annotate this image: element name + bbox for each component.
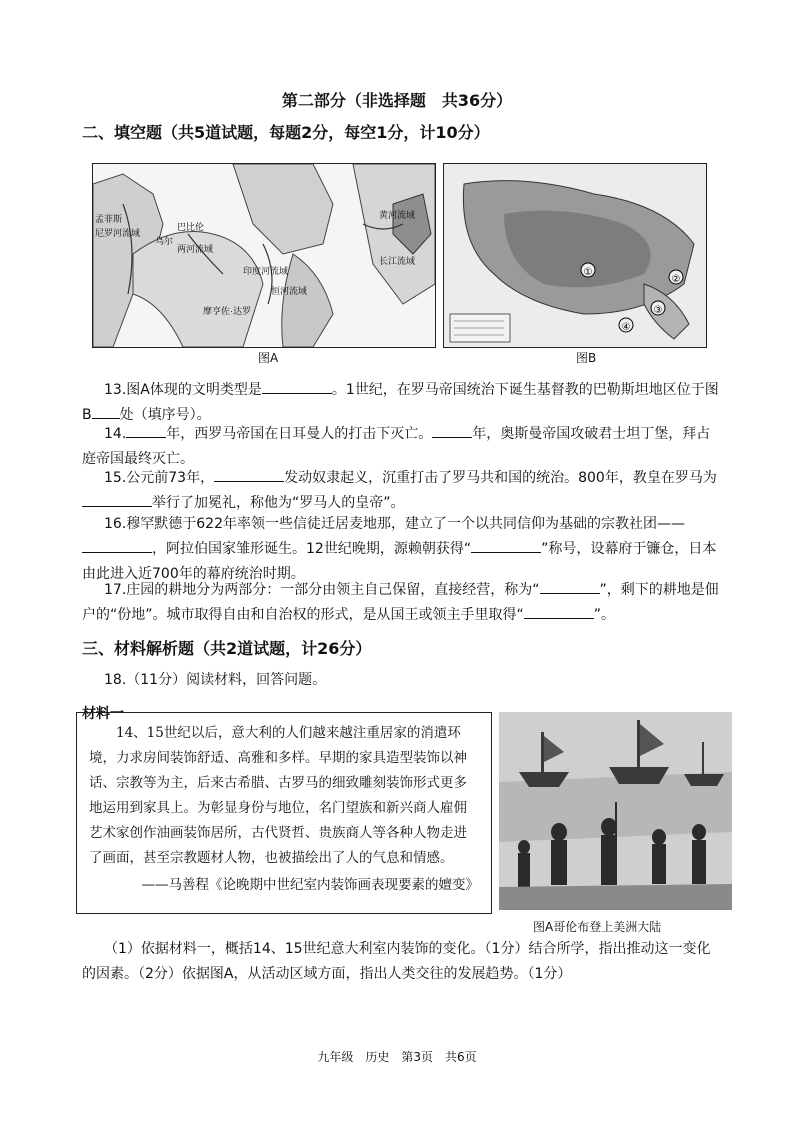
q15-text-1: 15.公元前73年， <box>104 470 215 486</box>
q14-blank-1[interactable] <box>126 437 166 438</box>
section-3-title: 三、材料解析题（共2道试题，计26分） <box>82 639 372 658</box>
map-a-label: 长江流域 <box>379 256 416 266</box>
map-b-marker: ③ <box>653 305 663 316</box>
map-b-caption: 图B <box>576 351 597 365</box>
q17-blank-2[interactable] <box>524 618 594 619</box>
map-a-label: 摩亨佐·达罗 <box>203 306 251 316</box>
question-16 <box>82 512 722 587</box>
q16-text-1: 16.穆罕默德于622年率领一些信徒迁居麦地那，建立了一个以共同信仰为基础的宗教社团—— <box>104 516 685 532</box>
q13-text-2: 。1世纪，在罗马帝国统治下诞生基督教的巴勒斯坦地区位于图B <box>82 382 719 423</box>
map-a-drawing <box>93 164 435 347</box>
q15-blank-1[interactable] <box>214 481 284 482</box>
material-1-source: ——马善程《论晚期中世纪室内装饰画表现要素的嬗变》 <box>141 877 479 893</box>
material-1-text: 14、15世纪以后，意大利的人们越来越注重居家的消遣环境，力求房间装饰舒适、高雅和多样。早期的家具造型装饰以神话、宗教等为主，后来古希腊、古罗马的细致雕刻装饰形式更多地运用到家具上。为彰显身份与地位，名门望族和新兴商人雇佣艺术家创作油画装饰居所，古代贤哲、贵族商人等各种人物走进了画面，甚至宗教题材人物，也被描绘出了人的气息和情感。 <box>89 725 467 866</box>
q17-text-2: ”，剩下的耕地是佃户的“份地”。城市取得自由和自治权的形式，是从国王或领主手里取得“ <box>82 582 719 623</box>
question-18-intro: 18.（11分）阅读材料，回答问题。 <box>104 672 327 688</box>
columbus-engraving <box>499 712 732 910</box>
q14-blank-2[interactable] <box>432 437 472 438</box>
map-a-caption: 图A <box>258 351 279 365</box>
map-b-marker: ④ <box>621 322 631 333</box>
map-b <box>443 163 707 348</box>
q17-blank-1[interactable] <box>540 593 600 594</box>
picture-a-caption: 图A哥伦布登上美洲大陆 <box>533 920 662 934</box>
question-15 <box>82 466 722 516</box>
map-a-label: 孟菲斯 <box>95 214 123 224</box>
map-a-label: 巴比伦 <box>177 222 205 232</box>
material-1-box <box>76 712 492 914</box>
question-17 <box>82 578 722 628</box>
q13-text-1: 13.图A体现的文明类型是 <box>104 382 262 398</box>
q13-text-3: 处（填序号）。 <box>119 407 211 423</box>
material-1-label: 材料一 <box>82 706 124 722</box>
map-a <box>92 163 436 348</box>
page-footer: 九年级 历史 第3页 共6页 <box>317 1050 477 1064</box>
map-a-label: 恒河流域 <box>271 286 308 296</box>
q14-text-1: 14. <box>104 426 127 442</box>
map-a-label: 尼罗河流域 <box>95 228 141 238</box>
map-a-label: 乌尔 <box>155 236 174 246</box>
q15-text-3: 举行了加冕礼，称他为“罗马人的皇帝”。 <box>152 495 405 511</box>
q13-blank-2[interactable] <box>92 418 120 419</box>
q16-blank-2[interactable] <box>471 552 541 553</box>
q17-text-1: 17.庄园的耕地分为两部分：一部分由领主自己保留，直接经营，称为“ <box>104 582 540 598</box>
q14-text-3: 年，奥斯曼帝国攻破君士坦丁堡，拜占庭帝国最终灭亡。 <box>82 426 711 467</box>
q16-blank-1[interactable] <box>82 552 152 553</box>
map-b-marker: ① <box>583 267 593 278</box>
part-title: 第二部分（非选择题 共36分） <box>281 91 513 110</box>
map-b-marker: ② <box>671 274 681 285</box>
q14-text-2: 年，西罗马帝国在日耳曼人的打击下灭亡。 <box>166 426 433 442</box>
map-a-label: 印度河流域 <box>243 266 289 276</box>
question-14 <box>82 422 722 472</box>
q16-text-2: ，阿拉伯国家雏形诞生。12世纪晚期，源赖朝获得“ <box>152 541 472 557</box>
section-2-title: 二、填空题（共5道试题，每题2分，每空1分，计10分） <box>82 123 490 142</box>
map-b-drawing <box>444 164 706 347</box>
question-13 <box>82 378 722 428</box>
question-18-part-1: （1）依据材料一，概括14、15世纪意大利室内装饰的变化。（1分）结合所学，指出推动这一变化的因素。（2分）依据图A，从活动区域方面，指出人类交往的发展趋势。（1分） <box>82 941 711 982</box>
q16-text-3: ”称号，设幕府于镰仓，日本由此进入近700年的幕府统治时期。 <box>82 541 717 582</box>
engraving-drawing <box>499 712 732 910</box>
q17-text-3: ”。 <box>593 607 616 623</box>
q13-blank-1[interactable] <box>262 393 332 394</box>
map-a-label: 两河流域 <box>177 244 214 254</box>
map-a-label: 黄河流域 <box>379 210 416 220</box>
q15-blank-2[interactable] <box>82 506 152 507</box>
q15-text-2: 发动奴隶起义，沉重打击了罗马共和国的统治。800年，教皇在罗马为 <box>284 470 717 486</box>
